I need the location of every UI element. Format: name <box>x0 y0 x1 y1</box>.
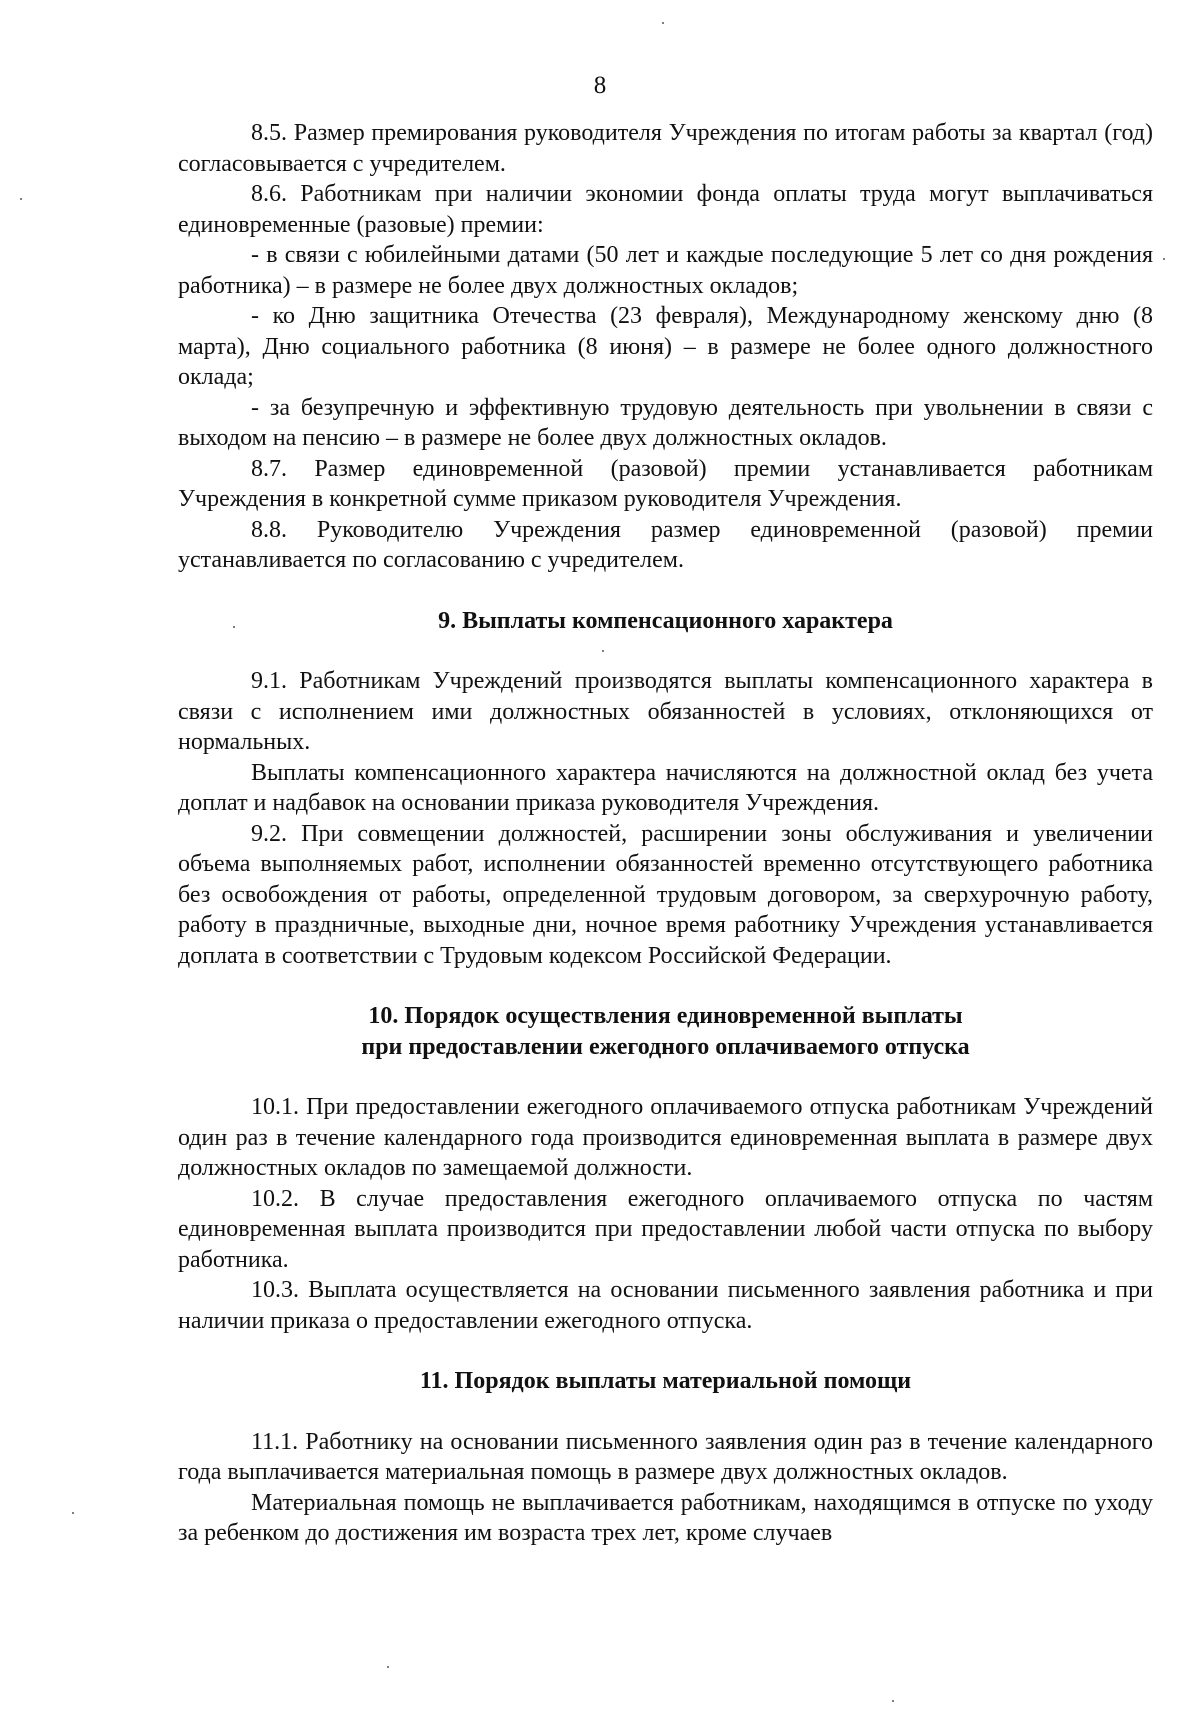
section-10-heading <box>178 1001 1153 1062</box>
section-11-heading: 11. Порядок выплаты материальной помощи <box>419 1368 912 1394</box>
scan-speck <box>662 22 664 24</box>
scan-speck <box>602 650 604 652</box>
paragraph-9-1-continued: Выплаты компенсационного характера начисляются на должностной оклад без учета доплат и надбавок на основании приказа руководителя Учреждения. <box>178 759 1153 816</box>
paragraph-8-6: 8.6. Работникам при наличии экономии фонда оплаты труда могут выплачиваться единовременные (разовые) премии: <box>178 181 1153 238</box>
list-item-holidays: - ко Дню защитника Отечества (23 февраля), Международному женскому дню (8 марта), Дню социального работника (8 июня) – в размере не более одного должностного оклада; <box>178 303 1153 390</box>
document-body <box>178 118 1153 1549</box>
scan-speck <box>233 626 235 628</box>
list-item-jubilee: - в связи с юбилейными датами (50 лет и каждые последующие 5 лет со дня рождения работника) – в размере не более двух должностных окладов; <box>178 242 1153 299</box>
section-9-heading: 9. Выплаты компенсационного характера <box>438 607 893 634</box>
scan-speck <box>892 1700 894 1702</box>
paragraph-9-2: 9.2. При совмещении должностей, расширении зоны обслуживания и увеличении объема выполняемых работ, исполнении обязанностей временно отсутствующего работника без освобождения от работы, определенной трудовым договором, за сверхурочную работу, работу в праздничные, выходные дни, ночное время работнику Учреждения устанавливается доплата в соответствии с Трудовым кодексом Российской Федерации. <box>178 820 1153 969</box>
paragraph-8-7: 8.7. Размер единовременной (разовой) премии устанавливается работникам Учреждения в конкретной сумме приказом руководителя Учреждения. <box>178 455 1153 512</box>
paragraph-10-3: 10.3. Выплата осуществляется на основании письменного заявления работника и при наличии приказа о предоставлении ежегодного отпуска. <box>178 1277 1153 1334</box>
paragraph-8-5: 8.5. Размер премирования руководителя Учреждения по итогам работы за квартал (год) согласовывается с учредителем. <box>178 120 1153 177</box>
paragraph-11-1-continued: Материальная помощь не выплачивается работникам, находящимся в отпуске по уходу за ребенком до достижения им возраста трех лет, кроме случаев <box>178 1489 1153 1546</box>
page-number: 8 <box>593 72 607 99</box>
section-10-heading-line-2: при предоставлении ежегодного оплачиваемого отпуска <box>361 1033 970 1060</box>
scan-speck <box>72 1512 74 1514</box>
scan-speck <box>20 198 22 200</box>
list-item-retirement: - за безупречную и эффективную трудовую деятельность при увольнении в связи с выходом на пенсию – в размере не более двух должностных окладов. <box>178 394 1153 451</box>
section-10-heading-line-1: 10. Порядок осуществления единовременной выплаты <box>368 1003 963 1029</box>
paragraph-8-8: 8.8. Руководителю Учреждения размер единовременной (разовой) премии устанавливается по согласованию с учредителем. <box>178 516 1153 573</box>
paragraph-11-1: 11.1. Работнику на основании письменного заявления один раз в течение календарного года выплачивается материальная помощь в размере двух должностных окладов. <box>178 1428 1153 1485</box>
scan-speck <box>1163 258 1165 260</box>
paragraph-9-1: 9.1. Работникам Учреждений производятся выплаты компенсационного характера в связи с исполнением ими должностных обязанностей в условиях, отклоняющихся от нормальных. <box>178 668 1153 755</box>
scan-speck <box>387 1666 389 1668</box>
paragraph-10-2: 10.2. В случае предоставления ежегодного оплачиваемого отпуска по частям единовременная выплата производится при предоставлении любой части отпуска по выбору работника. <box>178 1185 1153 1273</box>
paragraph-10-1: 10.1. При предоставлении ежегодного оплачиваемого отпуска работникам Учреждений один раз в течение календарного года производится единовременная выплата в размере двух должностных окладов по замещаемой должности. <box>178 1094 1153 1181</box>
